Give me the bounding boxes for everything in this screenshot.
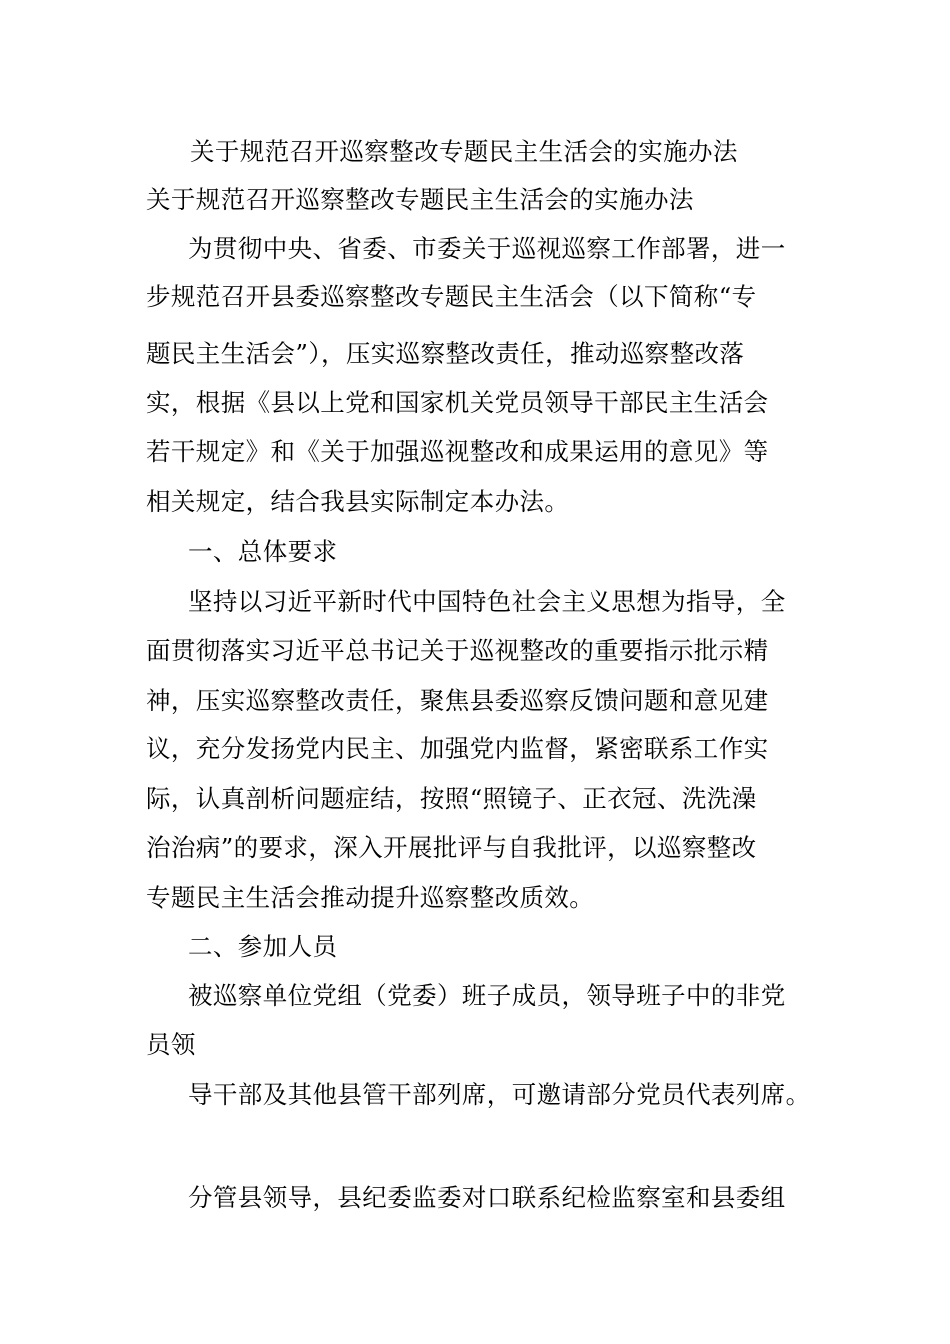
paragraph-line: 神，压实巡察整改责任，聚焦县委巡察反馈问题和意见建 [146, 686, 769, 715]
paragraph-line: 面贯彻落实习近平总书记关于巡视整改的重要指示批示精 [146, 636, 769, 665]
paragraph-line: 际，认真剖析问题症结，按照“照镜子、正衣冠、洗洗澡 [146, 784, 757, 813]
paragraph-line: 若干规定》和《关于加强巡视整改和成果运用的意见》等 [146, 437, 769, 466]
paragraph-line: 为贯彻中央、省委、市委关于巡视巡察工作部署，进一 [188, 234, 786, 263]
document-subtitle: 关于规范召开巡察整改专题民主生活会的实施办法 [146, 185, 694, 214]
paragraph-line: 员领 [146, 1030, 196, 1059]
paragraph-line: 题民主生活会”），压实巡察整改责任，推动巡察整改落 [146, 339, 745, 368]
paragraph-line: 步规范召开县委巡察整改专题民主生活会（以下简称“专 [146, 282, 757, 311]
paragraph-line: 坚持以习近平新时代中国特色社会主义思想为指导，全 [188, 587, 786, 616]
section-heading-participants: 二、参加人员 [188, 932, 338, 961]
section-heading-general-requirements: 一、总体要求 [188, 537, 338, 566]
paragraph-line: 实，根据《县以上党和国家机关党员领导干部民主生活会 [146, 388, 769, 417]
paragraph-line: 专题民主生活会推动提升巡察整改质效。 [146, 883, 595, 912]
paragraph-line: 分管县领导，县纪委监委对口联系纪检监察室和县委组 [188, 1183, 786, 1212]
paragraph-line: 被巡察单位党组（党委）班子成员，领导班子中的非党 [188, 981, 786, 1010]
paragraph-line: 相关规定，结合我县实际制定本办法。 [146, 487, 570, 516]
paragraph-line: 治治病”的要求，深入开展批评与自我批评，以巡察整改 [146, 833, 757, 862]
paragraph-line: 导干部及其他县管干部列席，可邀请部分党员代表列席。 [188, 1080, 811, 1109]
document-title: 关于规范召开巡察整改专题民主生活会的实施办法 [190, 137, 738, 166]
paragraph-line: 议，充分发扬党内民主、加强党内监督，紧密联系工作实 [146, 734, 769, 763]
